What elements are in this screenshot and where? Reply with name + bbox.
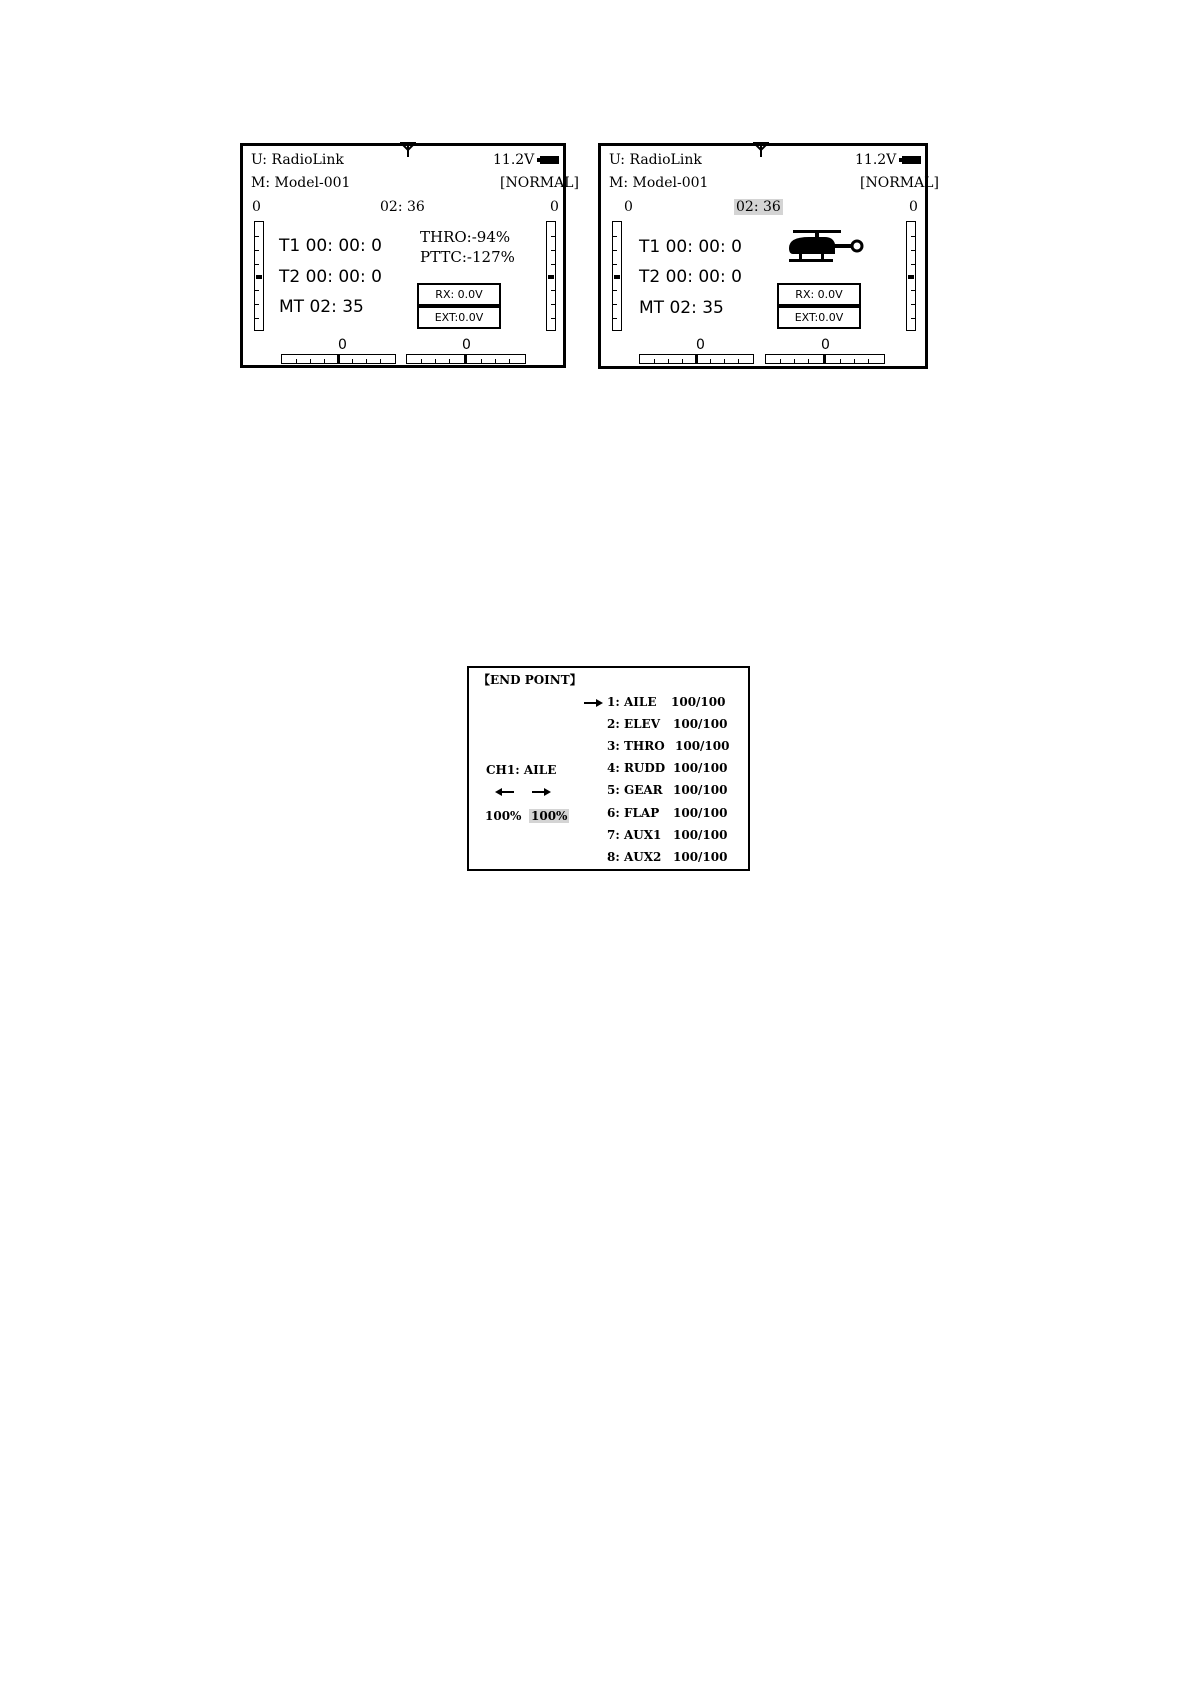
list-item[interactable] xyxy=(607,784,727,800)
timer-t2: T2 00: 00: 0 xyxy=(639,267,742,287)
arrow-left-icon[interactable] xyxy=(495,787,515,797)
arrow-icon xyxy=(583,698,603,708)
channel-name: 6: FLAP xyxy=(607,806,660,820)
trim-bottom-right-value: 0 xyxy=(821,337,830,353)
list-item[interactable] xyxy=(607,718,727,734)
throttle-value: THRO:-94% xyxy=(420,228,511,246)
arrow-right-icon[interactable] xyxy=(531,787,551,797)
model-name: M: Model-001 xyxy=(609,175,709,191)
channel-name: 1: AILE xyxy=(607,695,657,709)
ext-voltage: EXT:0.0V xyxy=(434,311,484,324)
top-timer: 02: 36 xyxy=(380,199,425,215)
trim-bottom-left-value: 0 xyxy=(338,337,347,353)
left-endpoint-value[interactable]: 100% xyxy=(485,809,522,823)
ext-voltage-box xyxy=(417,306,501,329)
list-item[interactable] xyxy=(607,829,727,845)
trim-left-value: 0 xyxy=(252,199,261,215)
lcd-screen-end-point xyxy=(467,666,750,871)
antenna-icon xyxy=(753,142,769,158)
rx-voltage: RX: 0.0V xyxy=(795,288,843,301)
channel-name: 2: ELEV xyxy=(607,717,660,731)
channel-name: 7: AUX1 xyxy=(607,828,662,842)
trim-bottom-right-value: 0 xyxy=(462,337,471,353)
trim-right-value: 0 xyxy=(550,199,559,215)
vertical-trim-left[interactable] xyxy=(254,221,264,331)
rx-voltage-box xyxy=(777,283,861,306)
channel-name: 3: THRO xyxy=(607,739,665,753)
vertical-trim-right[interactable] xyxy=(906,221,916,331)
horizontal-trim-right[interactable] xyxy=(406,354,526,364)
list-item[interactable] xyxy=(607,739,730,756)
helicopter-icon xyxy=(783,228,867,266)
timer-t1: T1 00: 00: 0 xyxy=(639,237,742,257)
model-name: M: Model-001 xyxy=(251,175,351,191)
channel-value: 100/100 xyxy=(673,783,728,797)
ext-voltage: EXT:0.0V xyxy=(794,311,844,324)
channel-value: 100/100 xyxy=(673,850,728,864)
channel-value: 100/100 xyxy=(673,806,728,820)
vertical-trim-right[interactable] xyxy=(546,221,556,331)
list-item[interactable] xyxy=(607,762,727,778)
channel-value: 100/100 xyxy=(673,761,728,775)
list-item[interactable] xyxy=(607,696,727,712)
flight-mode: [NORMAL] xyxy=(860,175,939,191)
rx-voltage: RX: 0.0V xyxy=(435,288,483,301)
channel-value: 100/100 xyxy=(675,739,730,753)
list-item[interactable] xyxy=(607,851,727,867)
battery-icon xyxy=(902,156,921,164)
list-item[interactable] xyxy=(607,807,727,823)
vertical-trim-left[interactable] xyxy=(612,221,622,331)
user-name: U: RadioLink xyxy=(251,152,344,168)
trim-bottom-left-value: 0 xyxy=(696,337,705,353)
battery-voltage xyxy=(493,153,559,167)
lcd-screen-main-airplane xyxy=(240,143,579,368)
channel-name: 4: RUDD xyxy=(607,761,666,775)
flight-mode: [NORMAL] xyxy=(500,175,579,191)
right-endpoint-value[interactable]: 100% xyxy=(531,809,568,823)
horizontal-trim-right[interactable] xyxy=(765,354,885,364)
trim-right-value: 0 xyxy=(909,199,918,215)
page-title: 【END POINT】 xyxy=(478,673,582,687)
battery-voltage xyxy=(855,153,921,167)
voltage-text: 11.2V xyxy=(855,152,897,168)
voltage-text: 11.2V xyxy=(493,152,535,168)
timer-t1: T1 00: 00: 0 xyxy=(279,236,382,256)
top-timer[interactable]: 02: 36 xyxy=(736,199,781,215)
horizontal-trim-left[interactable] xyxy=(281,354,396,364)
antenna-icon xyxy=(400,142,416,158)
battery-icon xyxy=(540,156,559,164)
rx-voltage-box xyxy=(417,283,501,306)
user-name: U: RadioLink xyxy=(609,152,702,168)
lcd-screen-main-helicopter xyxy=(598,143,939,369)
channel-value: 100/100 xyxy=(671,695,726,709)
trim-left-value: 0 xyxy=(624,199,633,215)
channel-name: 5: GEAR xyxy=(607,783,663,797)
channel-name: 8: AUX2 xyxy=(607,850,662,864)
pitch-curve-value: PTTC:-127% xyxy=(420,248,515,266)
model-timer: MT 02: 35 xyxy=(279,297,364,317)
horizontal-trim-left[interactable] xyxy=(639,354,754,364)
channel-value: 100/100 xyxy=(673,717,728,731)
ext-voltage-box xyxy=(777,306,861,329)
timer-t2: T2 00: 00: 0 xyxy=(279,267,382,287)
channel-value: 100/100 xyxy=(673,828,728,842)
channel-label: CH1: AILE xyxy=(486,763,557,777)
model-timer: MT 02: 35 xyxy=(639,298,724,318)
